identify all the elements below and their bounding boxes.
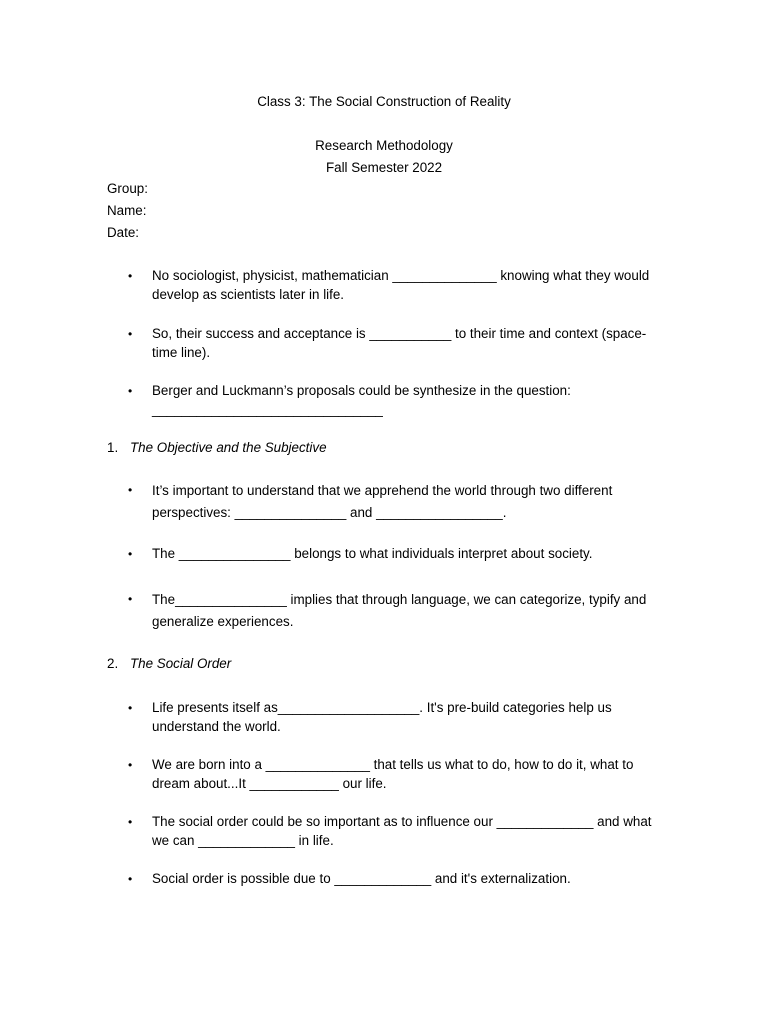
item-line-1: We are born into a ______________ that tells us what to do, how to do it, what to — [152, 757, 634, 772]
item-line-2: we can _____________ in life. — [152, 833, 334, 848]
section-title: The Social Order — [130, 656, 232, 671]
section-heading-social-order — [107, 656, 231, 671]
section-number: 2. — [107, 656, 119, 671]
item-line-2: _______________________________ — [152, 402, 383, 417]
item-line-2: develop as scientists later in life. — [152, 287, 345, 302]
section-number: 1. — [107, 440, 119, 455]
bullet-icon: • — [128, 384, 133, 398]
list-item — [152, 698, 672, 736]
item-line-2: perspectives: _______________ and _________________. — [152, 505, 507, 520]
item-line-1: The_______________ implies that through language, we can categorize, typify and — [152, 592, 647, 607]
name-field-label: Name: — [107, 203, 147, 218]
date-field-label: Date: — [107, 225, 140, 240]
bullet-icon: • — [128, 815, 133, 829]
list-item — [152, 381, 672, 419]
section-heading-objective-subjective — [107, 440, 327, 455]
bullet-icon: • — [128, 327, 133, 341]
bullet-icon: • — [128, 483, 133, 497]
item-line-1: It’s important to understand that we apprehend the world through two different — [152, 483, 613, 498]
item-line-2: generalize experiences. — [152, 614, 294, 629]
item-line-2: time line). — [152, 345, 211, 360]
list-item — [152, 266, 672, 304]
bullet-icon: • — [128, 872, 133, 886]
list-item — [152, 480, 672, 524]
item-line-1: So, their success and acceptance is ___________ to their time and context (space- — [152, 326, 647, 341]
bullet-icon: • — [128, 592, 133, 606]
item-line-1: Berger and Luckmann’s proposals could be synthesize in the question: — [152, 383, 571, 398]
item-line-1: The social order could be so important as to influence our _____________ and what — [152, 814, 652, 829]
group-field-label: Group: — [107, 181, 148, 196]
document-title: Class 3: The Social Construction of Reality — [257, 94, 511, 109]
item-line-1: Life presents itself as___________________. It's pre-build categories help us — [152, 700, 612, 715]
bullet-icon: • — [128, 269, 133, 283]
item-line-1: The _______________ belongs to what individuals interpret about society. — [152, 546, 593, 561]
item-line-1: No sociologist, physicist, mathematician ______________ knowing what they would — [152, 268, 650, 283]
course-name: Research Methodology — [315, 138, 453, 153]
section-title: The Objective and the Subjective — [130, 440, 327, 455]
bullet-icon: • — [128, 701, 133, 715]
list-item — [152, 869, 672, 888]
item-line-2: understand the world. — [152, 719, 281, 734]
list-item — [152, 544, 672, 563]
item-line-2: dream about...It ____________ our life. — [152, 776, 387, 791]
item-line-1: Social order is possible due to _____________ and it's externalization. — [152, 871, 571, 886]
list-item — [152, 324, 672, 362]
bullet-icon: • — [128, 758, 133, 772]
list-item — [152, 589, 672, 633]
bullet-icon: • — [128, 547, 133, 561]
semester: Fall Semester 2022 — [325, 160, 443, 175]
list-item — [152, 812, 672, 850]
list-item — [152, 755, 672, 793]
